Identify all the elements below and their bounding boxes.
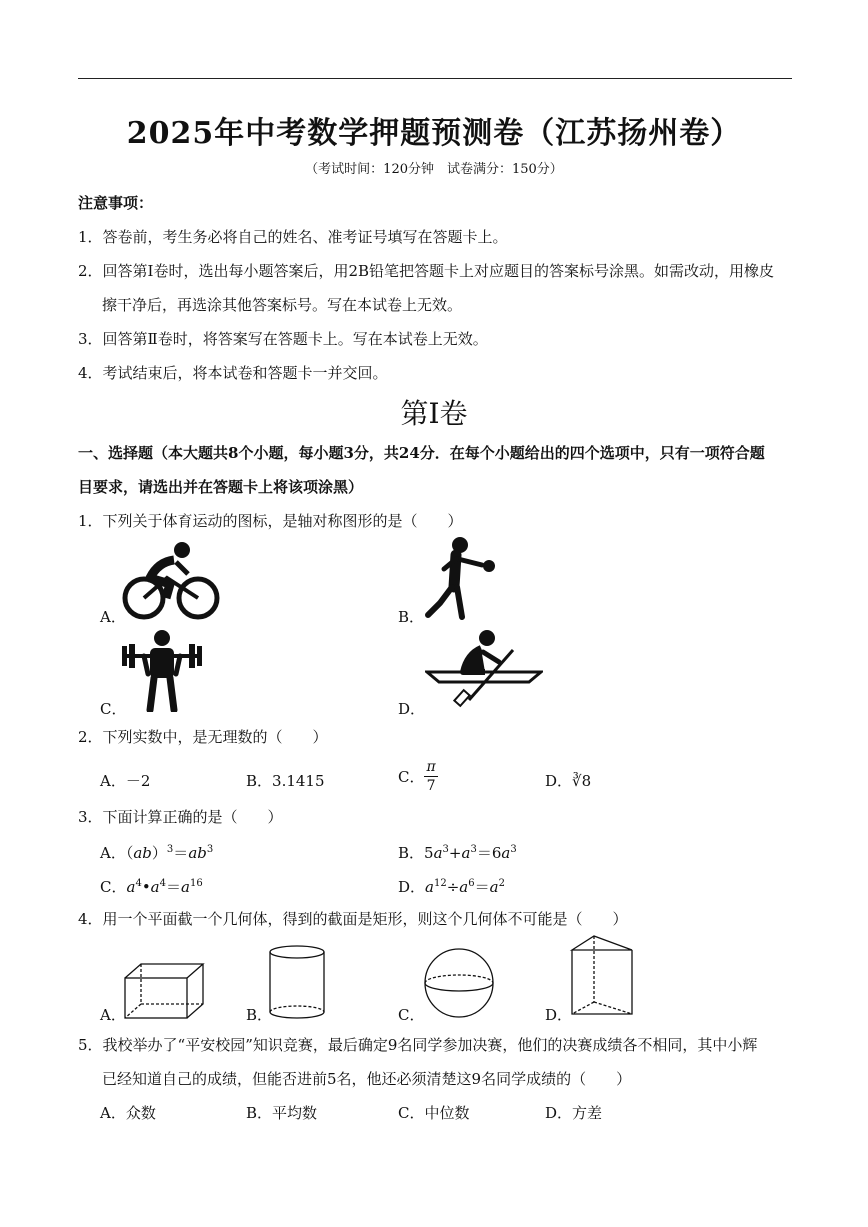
q4-option-b-label: B． [246, 1006, 273, 1024]
q4-option-a-label: A． [100, 1006, 126, 1024]
note-item-2-cont: 擦干净后，再选涂其他答案标号。写在本试卷上无效。 [102, 296, 463, 314]
q4-option-d-label: D． [545, 1006, 573, 1024]
q1-option-c-label: C． [100, 700, 127, 718]
q2-option-d [545, 770, 591, 791]
volleyball-player-icon [420, 535, 500, 620]
section-1-heading: 一、选择题（本大题共8个小题，每小题3分，共24分．在每个小题给出的四个选项中，只有一项符合题 [78, 444, 765, 462]
q2-option-b: B．3.1415 [246, 772, 325, 790]
pi-over-7-fraction: $\frac{\pi}{7}$ [426, 759, 436, 794]
q5-option-b: B．平均数 [246, 1104, 318, 1122]
rowing-icon [425, 628, 543, 712]
note-item-1: 1．答卷前，考生务必将自己的姓名、准考证号填写在答题卡上。 [78, 228, 508, 246]
question-5-stem-cont: 已经知道自己的成绩，但能否进前5名，他还必须清楚这9名同学成绩的（ ） [102, 1070, 632, 1088]
note-item-4: 4．考试结束后，将本试卷和答题卡一并交回。 [78, 364, 388, 382]
triangular-prism-icon [568, 934, 636, 1020]
volume-heading: 第Ⅰ卷 [400, 397, 468, 430]
q3-option-d: D．$a^{12}\div a^6=a^2$ [398, 878, 505, 896]
q2-option-a: A．－2 [100, 772, 151, 790]
note-item-2: 2．回答第Ⅰ卷时，选出每小题答案后，用2B铅笔把答题卡上对应题目的答案标号涂黑。如需改动，用橡皮 [78, 262, 775, 280]
question-4-stem: 4．用一个平面截一个几何体，得到的截面是矩形，则这个几何体不可能是（ ） [78, 910, 628, 928]
cube-root-8: ∛8 [572, 772, 592, 790]
q5-option-a: A．众数 [100, 1104, 156, 1122]
exam-title: 2025年中考数学押题预测卷（江苏扬州卷） [126, 116, 742, 151]
sphere-icon [422, 946, 496, 1020]
q1-option-a-label: A． [100, 608, 126, 626]
q3-option-a: A．$(ab)^3=ab^3$ [100, 844, 214, 862]
section-1-heading-cont: 目要求，请选出并在答题卡上将该项涂黑） [78, 478, 364, 496]
question-2-stem: 2．下列实数中，是无理数的（ ） [78, 728, 328, 746]
cyclist-icon [122, 540, 222, 622]
q2-option-c-label: C． [398, 768, 425, 786]
question-3-stem: 3．下面计算正确的是（ ） [78, 808, 283, 826]
q1-option-b-label: B． [398, 608, 425, 626]
header-rule [78, 78, 792, 79]
q2-option-c [398, 760, 438, 793]
q3-option-b: B．$5a^3+a^3=6a^3$ [398, 844, 517, 862]
q2-option-d-label: D． [545, 772, 573, 790]
weightlifter-icon [120, 628, 204, 712]
q5-option-d: D．方差 [545, 1104, 603, 1122]
q4-option-c-label: C． [398, 1006, 425, 1024]
q3-option-c: C．$a^4•a^4=a^{16}$ [100, 878, 203, 896]
cuboid-icon [122, 960, 206, 1022]
question-1-stem: 1．下列关于体育运动的图标，是轴对称图形的是（ ） [78, 512, 463, 530]
note-item-3: 3．回答第Ⅱ卷时，将答案写在答题卡上。写在本试卷上无效。 [78, 330, 488, 348]
exam-subtitle: （考试时间：120分钟 试卷满分：150分） [305, 162, 563, 177]
notes-heading: 注意事项： [78, 194, 154, 212]
q1-option-d-label: D． [398, 700, 426, 718]
cylinder-icon [266, 944, 328, 1022]
q5-option-c: C．中位数 [398, 1104, 470, 1122]
question-5-stem: 5．我校举办了“平安校园”知识竞赛，最后确定9名同学参加决赛，他们的决赛成绩各不相同，其中小辉 [78, 1036, 758, 1054]
